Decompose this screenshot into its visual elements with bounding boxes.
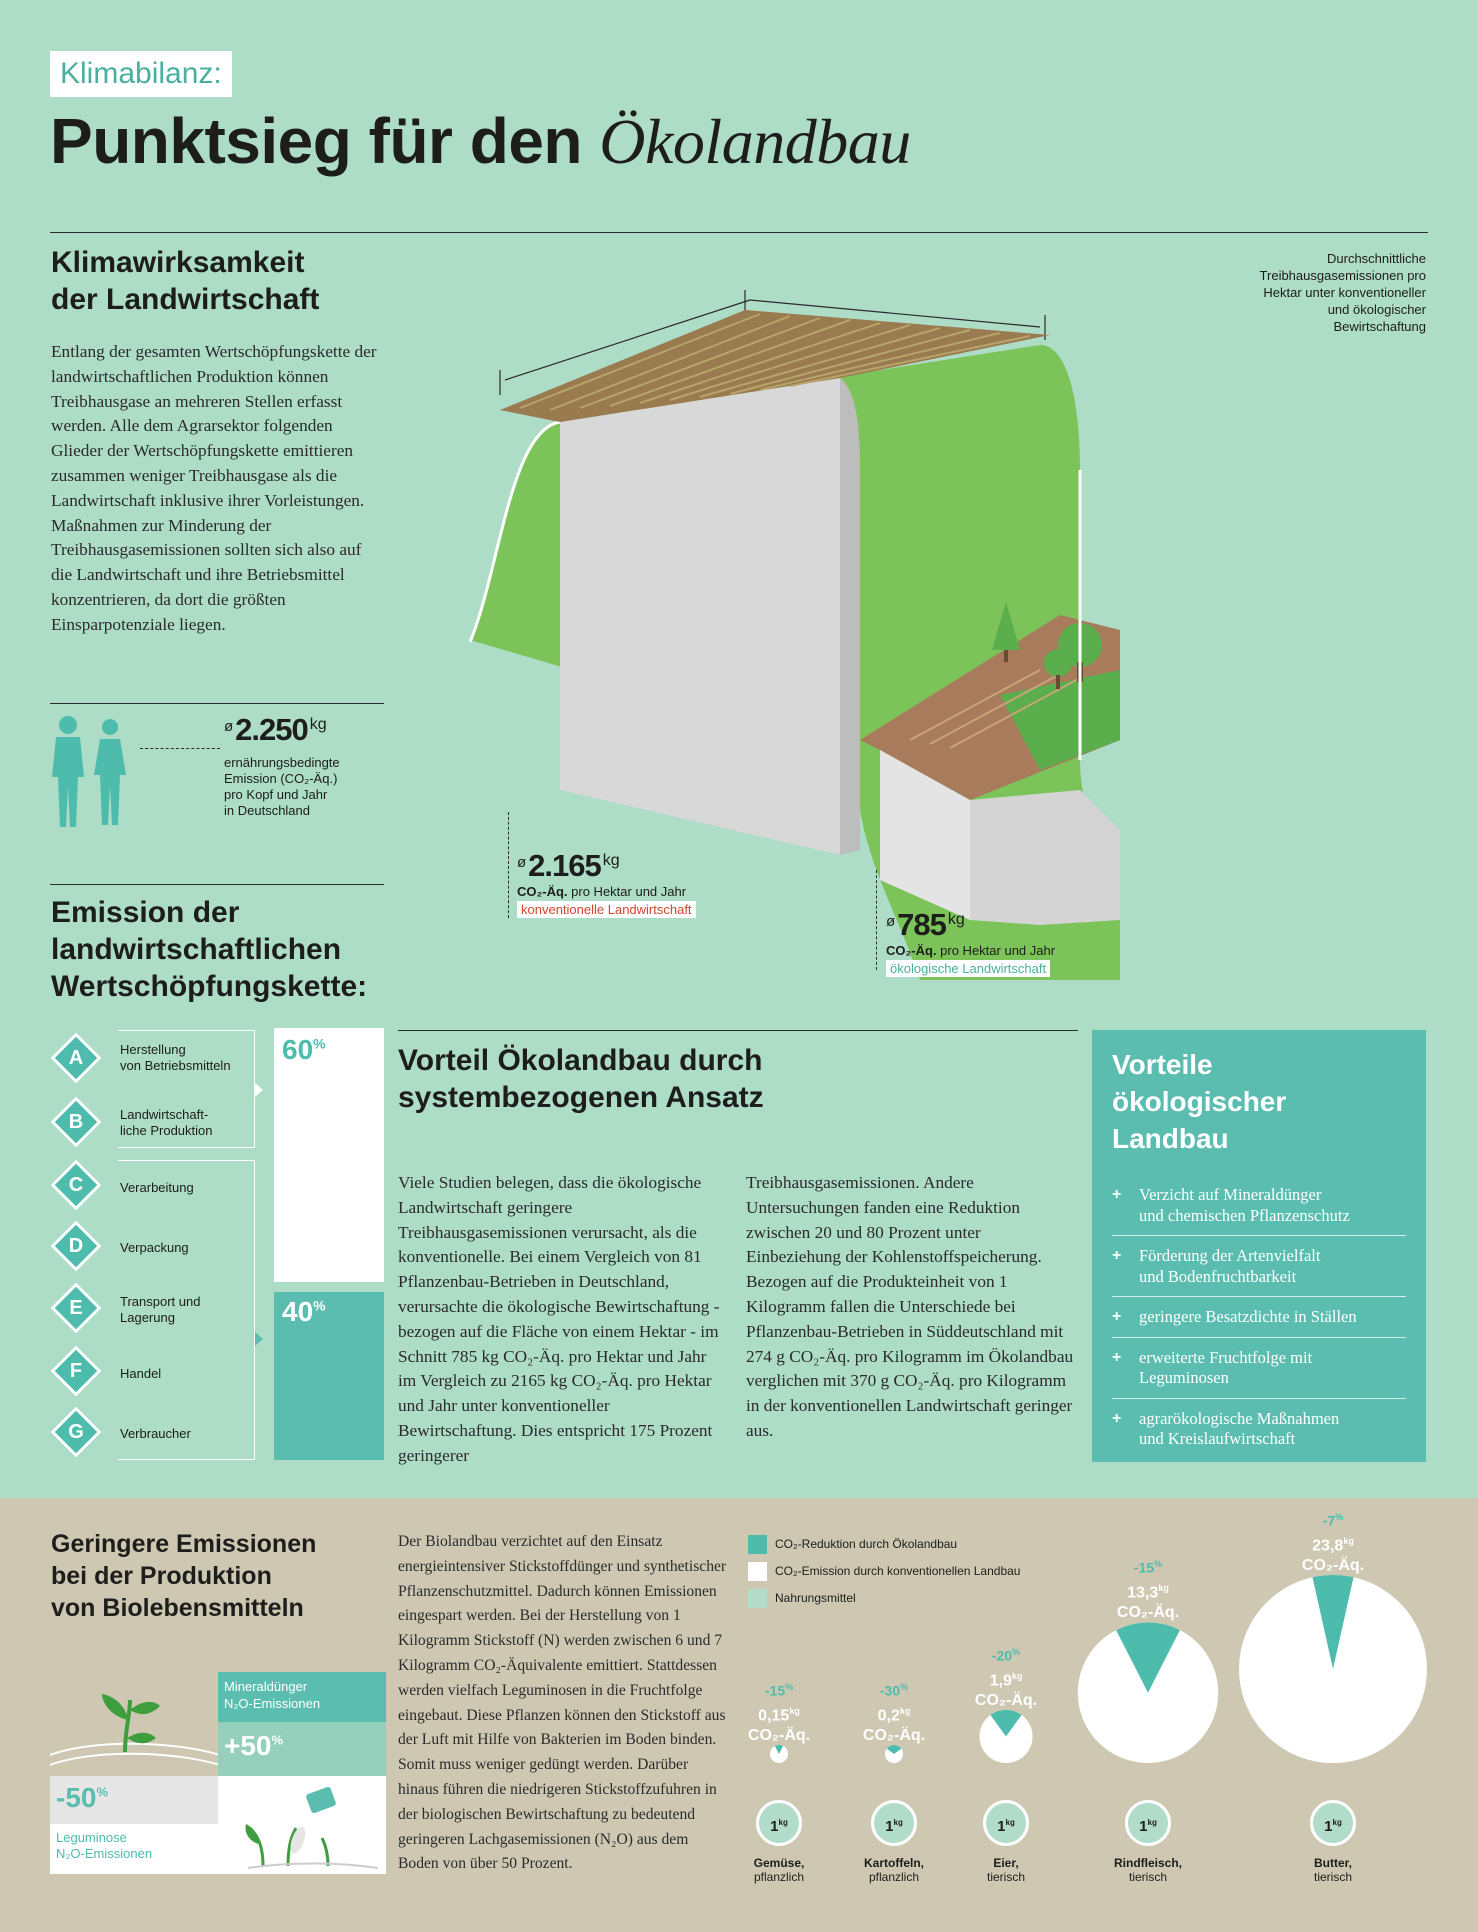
percapita-desc-3: pro Kopf und Jahr	[224, 787, 328, 802]
pie-value-label	[719, 1677, 839, 1746]
pct-sign: %	[271, 1732, 284, 1748]
advantage-line: Verzicht auf Mineraldünger	[1139, 1185, 1322, 1204]
step-label-line: Lagerung	[120, 1310, 175, 1325]
pie-reduction-label: -7%	[1322, 1512, 1344, 1529]
legend-label-emission: CO₂-Emission durch konventionellen Landbau	[775, 1564, 1021, 1578]
pie-emission-label: $13,3^{kg}$	[1127, 1583, 1169, 1602]
advantage-line: geringere Besatzdichte in Ställen	[1139, 1307, 1357, 1326]
step-label-line: Verbraucher	[120, 1426, 191, 1441]
section4-heading-line2: bei der Produktion	[51, 1562, 272, 1590]
section1-heading-line1: Klimawirksamkeit	[51, 246, 305, 279]
legend-label-food: Nahrungsmittel	[775, 1591, 856, 1605]
advantage-line: erweiterte Fruchtfolge mit	[1139, 1347, 1313, 1367]
kicker-tag: Klimabilanz:	[50, 51, 232, 97]
step-letter: G	[68, 1421, 84, 1443]
pie-reduction-label: -20%	[991, 1646, 1021, 1664]
advantage-line: und Kreislaufwirtschaft	[1139, 1429, 1296, 1448]
mineral-value: +50	[224, 1730, 272, 1761]
step-label-line: liche Produktion	[120, 1123, 213, 1138]
section3-heading-line2: systembezogenen Ansatz	[398, 1081, 764, 1114]
plus-icon: +	[1112, 1186, 1122, 1203]
step-label-line: Verarbeitung	[120, 1180, 194, 1195]
share-bottom-number: 40	[282, 1296, 314, 1327]
step-letter: B	[68, 1111, 84, 1133]
section2-heading-line1: Emission der	[51, 896, 240, 929]
pie-reduction-label: -30%	[879, 1682, 909, 1699]
section1-heading-line2: der Landwirtschaft	[51, 283, 320, 316]
organic-unit: kg	[947, 911, 965, 928]
legume-line2: N₂O-Emissionen	[56, 1846, 153, 1861]
step-letter: D	[68, 1235, 84, 1257]
section4-heading-line3: von Biolebensmitteln	[51, 1594, 304, 1622]
pie-value-label	[1273, 1507, 1393, 1576]
step-letter: C	[68, 1174, 84, 1196]
percapita-desc-1: ernährungsbedingte	[224, 755, 340, 770]
pct-sign: %	[313, 1297, 326, 1314]
food-label: Rindfleisch, tierisch	[1113, 1856, 1182, 1884]
section3-col2: Treibhausgasemissionen. Andere Untersuchungen fanden eine Reduktion zwischen 20 und 80 Prozent unter Einbeziehung der Kohlenstoffspeicherung. Bezogen auf die Produkteinheit von 1 Kilogramm fallen die Unterschiede bei Pflanzenbau-Betrieben in Süddeutschland mit 274 g CO₂-Äq. pro Kilogramm im Ökolandbau verglichen mit 370 g CO₂-Äq. pro Kilogramm in der konventionellen Landwirtschaft geringer aus.	[746, 1173, 1074, 1440]
step-label-line: Verpackung	[120, 1240, 189, 1255]
food-label: Gemüse, pflanzlich	[753, 1856, 805, 1884]
diameter-sign: ø	[886, 913, 896, 930]
organic-number: 785	[897, 907, 946, 942]
diameter-sign: ø	[517, 854, 527, 871]
pie-unit-label: CO₂-Äq.	[1116, 1604, 1180, 1622]
percapita-number: 2.250	[235, 712, 308, 747]
title-italic: Ökolandbau	[599, 106, 911, 177]
pie-value-label	[946, 1642, 1066, 1711]
step-letter: E	[69, 1297, 83, 1319]
per-kg-badge: $1^{kg}$	[1125, 1800, 1171, 1846]
step-label-line: Landwirtschaft-	[120, 1107, 209, 1122]
conventional-label: konventionelle Landwirtschaft	[517, 901, 696, 918]
pct-sign: %	[313, 1035, 326, 1052]
section3-col1: Viele Studien belegen, dass die ökologische Landwirtschaft geringere Treibhausgasemissionen verursacht, als die konventionelle. Bei einem Vergleich von 81 Pflanzenbau-Betrieben in Deutschland, verursachte die ökologische Bewirtschaftung - bezogen auf die Fläche von einem Hektar - im Schnitt 785 kg CO₂-Äq. pro Hektar und Jahr im Vergleich zu 2165 kg CO₂-Äq. pro Hektar und Jahr unter konventioneller Bewirtschaftung. Dies entspricht 175 Prozent geringerer	[398, 1173, 720, 1465]
pie-emission-label: $23,8^{kg}$	[1312, 1535, 1354, 1554]
section2-heading-line2: landwirtschaftlichen	[51, 933, 342, 966]
pie-emission-label: $1,9^{kg}$	[989, 1670, 1023, 1689]
conventional-number: 2.165	[528, 848, 601, 883]
section4-body: Der Biolandbau verzichtet auf den Einsatz energieintensiver Stickstoffdünger und synthetischer Pflanzenschutzmittel. Dadurch können Emissionen eingespart werden. Bei der Herstellung von 1 Kilogramm Stickstoff (N) werden zwischen 6 und 7 Kilogramm CO₂-Äquivalente emittiert. Stattdessen werden vielfach Leguminosen in die Fruchtfolge eingebaut. Diese Pflanzen können den Stickstoff aus der Luft mit Hilfe von Bakterien im Boden binden. Somit muss weniger gedüngt werden. Darüber hinaus führen die niedrigeren Stickstoffzufuhren in der biologischen Bewirtschaftung zu bedeutend geringeren Lachgasemissionen (N₂O) aus dem Boden von über 50 Prozent.	[398, 1533, 727, 1873]
step-label-line: von Betriebsmitteln	[120, 1058, 231, 1073]
section2-heading-line3: Wertschöpfungskette:	[51, 970, 368, 1003]
pie-unit-label: CO₂-Äq.	[862, 1726, 926, 1744]
plus-icon: +	[1112, 1409, 1122, 1427]
step-label-line: Herstellung	[120, 1042, 186, 1057]
illustration-caption: Durchschnittliche Treibhausgasemissionen pro Hektar unter konventioneller und ökologischer Bewirtschaftung	[1259, 251, 1426, 334]
pie-unit-label: CO₂-Äq.	[974, 1691, 1038, 1709]
advantage-line: Förderung der Artenvielfalt	[1139, 1246, 1321, 1265]
per-kg-badge: $1^{kg}$	[1310, 1800, 1356, 1846]
organic-desc-text: pro Hektar und Jahr	[936, 943, 1056, 958]
share-top-number: 60	[282, 1034, 314, 1065]
advantages-heading-line3: Landbau	[1112, 1123, 1229, 1154]
legend-label-reduction: CO₂-Reduktion durch Ökolandbau	[775, 1537, 958, 1551]
pie-unit-label: CO₂-Äq.	[1301, 1556, 1365, 1574]
per-kg-badge: $1^{kg}$	[756, 1800, 802, 1846]
pie-emission-label: $0,2^{kg}$	[877, 1705, 911, 1724]
food-label: Butter, tierisch	[1313, 1856, 1352, 1884]
organic-desc-bold: CO₂-Äq.	[886, 943, 937, 958]
section4-heading-line1: Geringere Emissionen	[51, 1530, 317, 1558]
advantages-heading-line1: Vorteile	[1112, 1049, 1213, 1080]
pie-reduction-label: -15%	[764, 1682, 794, 1699]
mineral-line2: N₂O-Emissionen	[224, 1696, 321, 1711]
step-letter: A	[68, 1047, 84, 1069]
step-label-line: Handel	[120, 1366, 162, 1381]
diameter-sign: ø	[224, 718, 234, 735]
advantage-line: und chemischen Pflanzenschutz	[1139, 1205, 1350, 1225]
pie-unit-label: CO₂-Äq.	[747, 1726, 811, 1744]
percapita-desc-2: Emission (CO₂-Äq.)	[224, 771, 338, 786]
percapita-desc-4: in Deutschland	[224, 803, 310, 818]
advantage-line: agrarökologische Maßnahmen	[1139, 1408, 1340, 1428]
section1-body: Entlang der gesamten Wertschöpfungskette der landwirtschaftlichen Produktion können Treibhausgase an mehreren Stellen erfasst werden. Alle dem Agrarsektor folgenden Glieder der Wertschöpfungskette emittieren zusammen weniger Treibhausgase als die Landwirtschaft inklusive ihrer Vorleistungen. Maßnahmen zur Minderung der Treibhausgasemissionen sollten sich also auf die Landwirtschaft und ihre Betriebsmittel konzentrieren, da dort die größten Einsparpotenziale liegen.	[51, 342, 377, 634]
food-label: Kartoffeln, pflanzlich	[864, 1856, 924, 1884]
mineral-line1: Mineraldünger	[224, 1679, 308, 1694]
plus-icon: +	[1112, 1247, 1122, 1264]
food-label: Eier, tierisch	[986, 1856, 1025, 1884]
step-letter: F	[69, 1360, 83, 1382]
advantages-heading-line2: ökologischer	[1112, 1086, 1287, 1117]
advantage-line: und Bodenfruchtbarkeit	[1139, 1266, 1297, 1286]
legume-line1: Leguminose	[56, 1830, 127, 1845]
step-label-line: Transport und	[120, 1294, 201, 1309]
conventional-desc-bold: CO₂-Äq.	[517, 884, 568, 899]
pie-value-label	[834, 1677, 954, 1746]
pct-sign: %	[96, 1784, 109, 1800]
pie-emission-label: $0,15^{kg}$	[758, 1705, 800, 1724]
legume-value: -50	[56, 1782, 97, 1813]
per-kg-badge: $1^{kg}$	[871, 1800, 917, 1846]
conventional-unit: kg	[602, 852, 620, 869]
section3-heading-line1: Vorteil Ökolandbau durch	[398, 1044, 763, 1077]
pie-value-label	[1088, 1554, 1208, 1623]
per-kg-badge: $1^{kg}$	[983, 1800, 1029, 1846]
pie-reduction-label: -15%	[1133, 1559, 1163, 1577]
plus-icon: +	[1112, 1348, 1122, 1366]
percapita-unit: kg	[309, 716, 327, 733]
organic-label: ökologische Landwirtschaft	[886, 960, 1050, 977]
conventional-desc-text: pro Hektar und Jahr	[567, 884, 687, 899]
plus-icon: +	[1112, 1308, 1122, 1325]
advantage-line: Leguminosen	[1139, 1368, 1229, 1387]
title-plain: Punktsieg für den	[50, 105, 600, 177]
